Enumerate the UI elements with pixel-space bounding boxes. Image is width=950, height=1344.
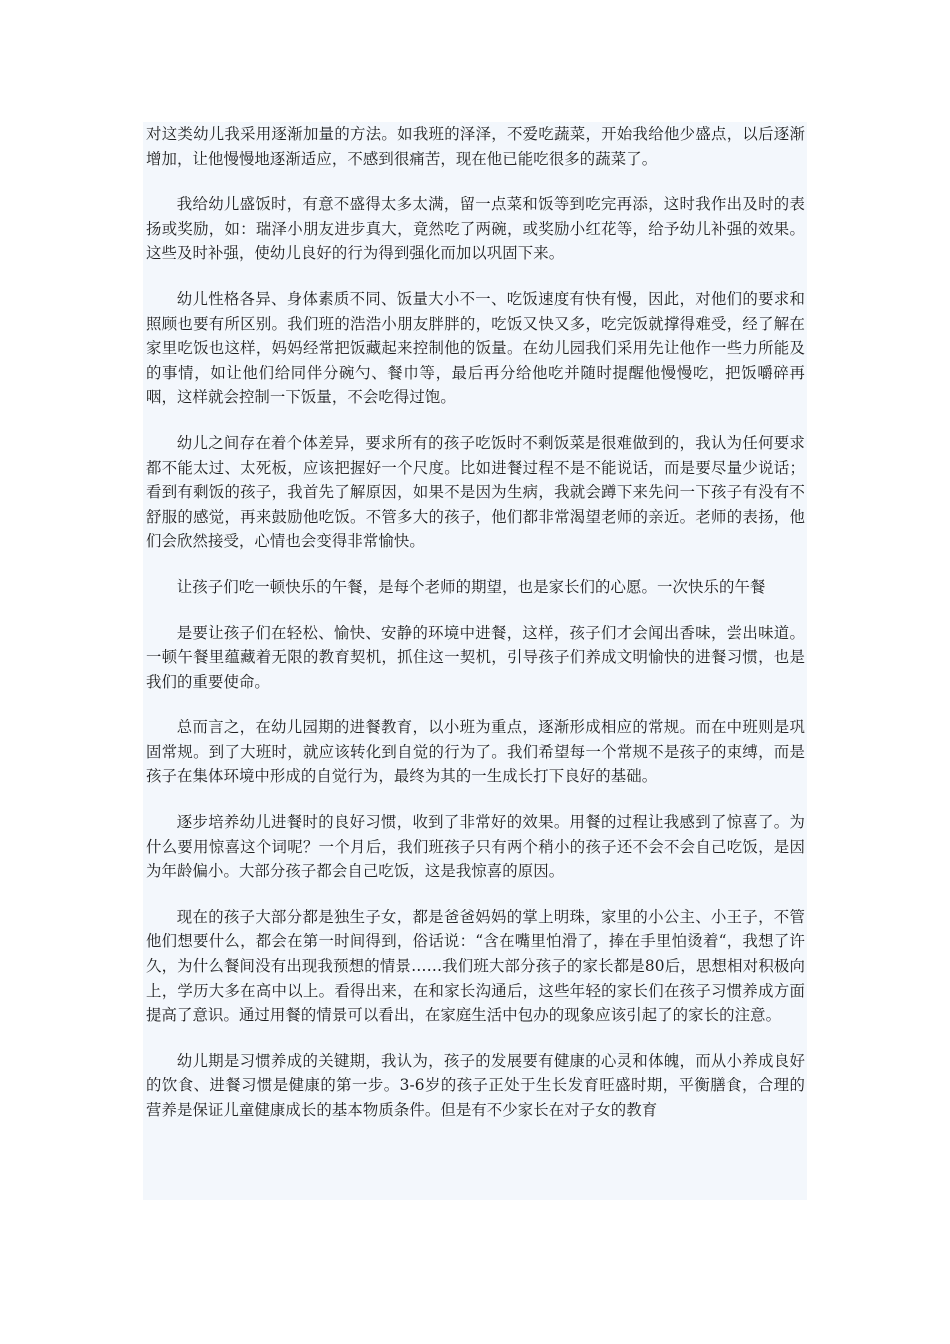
paragraph-1: 对这类幼儿我采用逐渐加量的方法。如我班的泽泽，不爱吃蔬菜，开始我给他少盛点，以后逐渐增加，让他慢慢地逐渐适应，不感到很痛苦，现在他已能吃很多的蔬菜了。 (146, 125, 805, 168)
paragraph-7: 总而言之，在幼儿园期的进餐教育，以小班为重点，逐渐形成相应的常规。而在中班则是巩固常规。到了大班时，就应该转化到自觉的行为了。我们希望每一个常规不是孩子的束缚，而是孩子在集体环境中形成的自觉行为，最终为其的一生成长打下良好的基础。 (146, 718, 805, 786)
paragraph-gap (143, 884, 807, 905)
paragraph-gap (143, 171, 807, 192)
document-text-block (143, 122, 807, 1200)
paragraph-6: 是要让孩子们在轻松、愉快、安静的环境中进餐，这样，孩子们才会闻出香味，尝出味道。一顿午餐里蕴藏着无限的教育契机，抓住这一契机，引导孩子们养成文明愉快的进餐习惯，也是我们的重要使命。 (146, 623, 805, 691)
paragraph-gap (143, 694, 807, 715)
paragraph-5: 让孩子们吃一顿快乐的午餐，是每个老师的期望，也是家长们的心愿。一次快乐的午餐 (176, 577, 766, 596)
paragraph-9: 现在的孩子大部分都是独生子女，都是爸爸妈妈的掌上明珠，家里的小公主、小王子，不管他们想要什么，都会在第一时间得到，俗话说：“含在嘴里怕滑了，捧在手里怕烫着“，我想了许久，为什么餐间没有出现我预想的情景……我们班大部分孩子的家长都是80后，思想相对积极向上，学历大多在高中以上。看得出来，在和家长沟通后，这些年轻的家长们在孩子习惯养成方面提高了意识。通过用餐的情景可以看出，在家庭生活中包办的现象应该引起了的家长的注意。 (146, 907, 805, 1025)
paragraph-gap (143, 554, 807, 575)
paragraph-gap (143, 410, 807, 431)
paragraph-gap (143, 789, 807, 810)
paragraph-gap (143, 1028, 807, 1049)
paragraph-8: 逐步培养幼儿进餐时的良好习惯，收到了非常好的效果。用餐的过程让我感到了惊喜了。为什么要用惊喜这个词呢？一个月后，我们班孩子只有两个稍小的孩子还不会不会自己吃饭，是因为年龄偏小。大部分孩子都会自己吃饭，这是我惊喜的原因。 (146, 813, 805, 881)
paragraph-4: 幼儿之间存在着个体差异，要求所有的孩子吃饭时不剩饭菜是很难做到的，我认为任何要求都不能太过、太死板，应该把握好一个尺度。比如进餐过程不是不能说话，而是要尽量少说话；看到有剩饭的孩子，我首先了解原因，如果不是因为生病，我就会蹲下来先问一下孩子有没有不舒服的感觉，再来鼓励他吃饭。不管多大的孩子，他们都非常渴望老师的亲近。老师的表扬，他们会欣然接受，心情也会变得非常愉快。 (146, 433, 805, 551)
paragraph-10: 幼儿期是习惯养成的关键期，我认为，孩子的发展要有健康的心灵和体魄，而从小养成良好的饮食、进餐习惯是健康的第一步。3-6岁的孩子正处于生长发育旺盛时期，平衡膳食，合理的营养是保证儿童健康成长的基本物质条件。但是有不少家长在对子女的教育 (146, 1051, 805, 1119)
paragraph-2: 我给幼儿盛饭时，有意不盛得太多太满，留一点菜和饭等到吃完再添，这时我作出及时的表扬或奖励，如：瑞泽小朋友进步真大，竟然吃了两碗，或奖励小红花等，给予幼儿补强的效果。这些及时补强，使幼儿良好的行为得到强化而加以巩固下来。 (146, 195, 805, 263)
paragraph-gap (143, 266, 807, 287)
paragraph-gap (143, 600, 807, 621)
paragraph-3: 幼儿性格各异、身体素质不同、饭量大小不一、吃饭速度有快有慢，因此，对他们的要求和照顾也要有所区别。我们班的浩浩小朋友胖胖的，吃饭又快又多，吃完饭就撑得难受，经了解在家里吃饭也这样，妈妈经常把饭藏起来控制他的饭量。在幼儿园我们采用先让他作一些力所能及的事情，如让他们给同伴分碗勺、餐巾等，最后再分给他吃并随时提醒他慢慢吃，把饭嚼碎再咽，这样就会控制一下饭量，不会吃得过饱。 (146, 289, 805, 407)
